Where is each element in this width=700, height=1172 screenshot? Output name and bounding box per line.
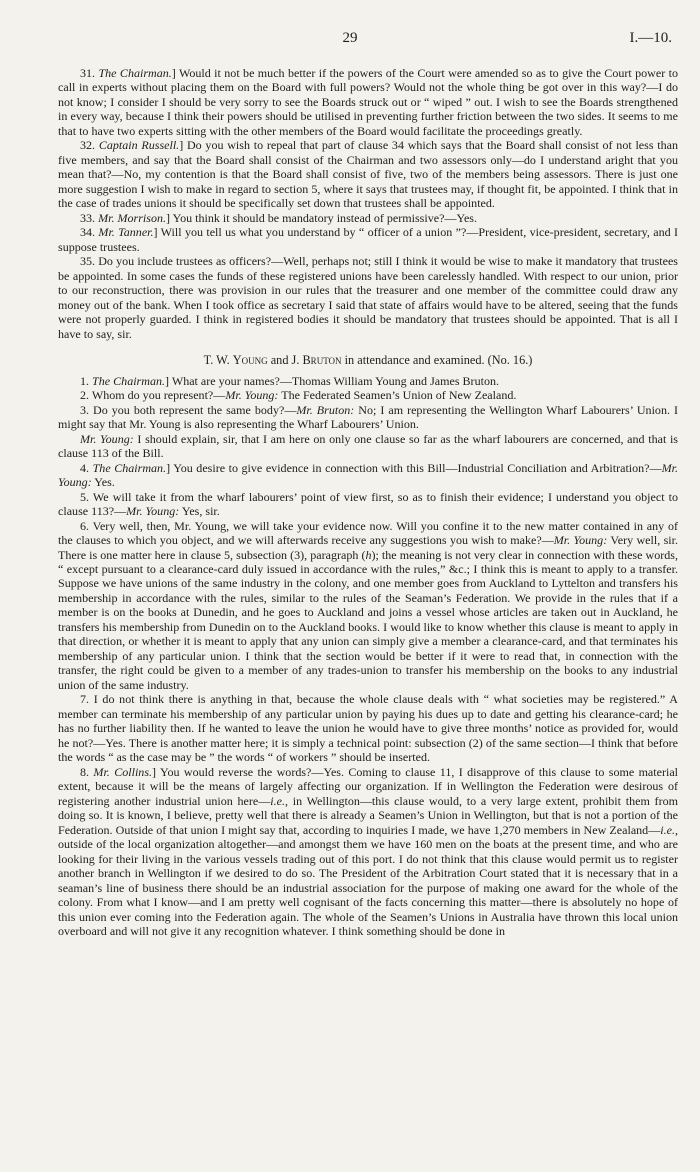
speaker-name: Mr. Collins. <box>93 764 153 779</box>
speaker-name: Mr. Young: <box>58 460 678 490</box>
paragraph-text: Yes. <box>91 475 115 490</box>
testimony-paragraph <box>58 519 678 693</box>
paragraph-text: ] Do you wish to repeal that part of clause 34 which says that the Board shall consist of not less than five members, and say that the Board shall consist of the Chairman and two assessors only—do I understand aright that you mean that?—No, my contention is that the Board shall consist of five, two of the members being assessors. There is just one more suggestion I wish to make in regard to section 5, where it says that trustees may, if thought fit, be appointed. I think that in the case of trades unions it should be specifically set down that trustees shall be appointed. <box>58 138 678 211</box>
paragraph-text: 1. <box>80 373 93 388</box>
testimony-section-previous-witness <box>58 66 678 341</box>
paragraph-text: The Federated Seamen’s Union of New Zealand. <box>278 388 517 403</box>
speaker-name: i.e. <box>660 822 675 837</box>
speaker-name: h <box>365 547 372 562</box>
paragraph-text: ] What are your names?—Thomas William Young and James Bruton. <box>165 373 499 388</box>
paragraph-text: 5. We will take it from the wharf labourers’ point of view first, so as to finish their evidence; I understand you object to clause 113?— <box>58 489 678 519</box>
paragraph-text: 7. I do not think there is anything in that, because the whole clause deals with “ what societies may be registered.” A member can terminate his membership of any particular union by paying his dues up to date and getting his clearance-card; he has no further liability then. If he wanted to leave the union he would have to give three months’ notice as provided for, would he not?—Yes. There is another matter here; it is simply a technical point: subsection (2) of the same section—I think that before the words “ as the case may be ” the words “ of workers ” should be inserted. <box>58 692 678 765</box>
paragraph-text: ] You would reverse the words?—Yes. Coming to clause 11, I disapprove of this clause to some material extent, because it will be the means of largely affecting our organization. If in Wellington the Federation were desirous of registering another industrial union here— <box>58 764 679 808</box>
document-body <box>58 66 678 939</box>
testimony-paragraph <box>58 138 678 210</box>
speaker-name: Mr. Young: <box>225 388 279 403</box>
speaker-name: Mr. Young: <box>80 431 134 446</box>
paragraph-text: , in Wellington—this clause would, to a very large extent, prohibit them from doing so. It is known, I believe, pretty well that there is already a Seamen’s Union in Wellington, but that is not a portion of the Federation. Outside of that union I might say that, according to inquiries I made, we have 1,270 members in New Zealand— <box>58 793 678 837</box>
testimony-paragraph <box>58 403 678 432</box>
paragraph-text: 8. <box>80 764 94 779</box>
speaker-name: i.e. <box>270 793 286 808</box>
paragraph-text: No; I am representing the Wellington Wharf Labourers’ Union. I might say that Mr. Young is also representing the Wharf Labourers’ Union. <box>58 402 679 432</box>
page-header <box>0 30 700 50</box>
testimony-paragraph <box>58 461 678 490</box>
paragraph-text: ] Would it not be much better if the powers of the Court were amended so as to give the Court power to call in experts without placing them on the Board with full powers? Would not the whole thing be got over in this way?—I do not know; I consider I should be very sorry to see the Boards struck out or “ wiped ” out. I wish to see the Boards strengthened in every way, because I think their powers should be utilised in preventing further friction between the two sides. It seems to me that to have two experts sitting with the other members of the Board would facilitate the proceedings greatly. <box>58 66 678 138</box>
witness-heading-text: T. W. <box>203 353 233 368</box>
witness-heading-text: and J. <box>267 353 303 368</box>
paragraph-text: ); the meaning is not very clear in connection with these words, “ except pursuant to a clearance-card duly issued in accordance with the rules,” &c.; I think this is meant to apply to a transfer. Suppose we have unions of the same industry in the colony, and one member goes from Auckland to Lyttelton and transfers his membership in accordance with the rules, similar to the rules of the Seaman’s Federation. We provide in the rules that if a member is on the books at Dunedin, and he goes to Auckland and joins a vessel whose articles are taken out in Auckland, he transfers his membership from Dunedin on to the Auckland books. I would like to know whether this clause is meant to apply in that direction, or whether it is meant to apply that any union can simply give a member a clearance-card, and that terminates his membership of any particular union. I think that the section would be better if it were to read that, in connection with the transfer, the right could be given to a member of any trades-union to transfer his membership on the books to any industrial union of the same industry. <box>58 547 678 692</box>
paragraph-text: 2. Whom do you represent?— <box>80 388 226 403</box>
paragraph-text: ] You think it should be mandatory instead of permissive?—Yes. <box>166 210 478 225</box>
witness-name-young: Young <box>232 353 268 368</box>
testimony-paragraph <box>58 388 678 402</box>
testimony-paragraph <box>58 211 678 225</box>
paragraph-text: Yes, sir. <box>179 504 220 519</box>
testimony-paragraph <box>58 225 678 254</box>
testimony-section-young-bruton <box>58 374 678 939</box>
speaker-name: Mr. Young: <box>126 504 180 519</box>
speaker-name: Mr. Morrison. <box>98 210 167 225</box>
session-reference: I.—10. <box>629 30 672 46</box>
paragraph-text: 34. <box>80 225 99 240</box>
speaker-name: The Chairman. <box>92 460 167 475</box>
testimony-paragraph <box>58 692 678 764</box>
testimony-paragraph <box>58 66 678 138</box>
speaker-name: Mr. Tanner. <box>98 225 154 240</box>
speaker-name: Mr. Bruton: <box>296 402 355 417</box>
paragraph-text: , outside of the local organization altogether—and amongst them we have 160 men on the boats at the present time, and who are looking for their living in the various vessels trading out of this port. I do not think that this clause would permit us to register another branch in Wellington if we desired to do so. The President of the Arbitration Court stated that it is necessary that in a seaman’s line of business there should be an industrial association for the purpose of making one award for the whole of the colony. From what I know—and I am pretty well cognisant of the facts concerning this matter—there is absolutely no hope of this union ever coming into the Federation again. The whole of the Seamen’s Unions in Australia have thrown this local union overboard and will not give it any recognition whatever. I think something should be done in <box>58 822 678 939</box>
witness-heading-text: in attendance and examined. (No. 16.) <box>341 353 533 368</box>
paragraph-text: 6. Very well, then, Mr. Young, we will take your evidence now. Will you confine it to the new matter contained in any of the clauses to which you object, and we will afterwards receive any suggestions you wish to make?— <box>58 518 678 548</box>
witness-name-bruton: Bruton <box>302 353 342 368</box>
speaker-name: The Chairman. <box>98 66 172 80</box>
speaker-name: Mr. Young: <box>553 533 608 548</box>
paragraph-text: 4. <box>80 460 93 475</box>
testimony-paragraph <box>58 765 678 939</box>
paragraph-text: 31. <box>80 66 99 80</box>
page-number: 29 <box>342 30 358 46</box>
testimony-paragraph <box>58 432 678 461</box>
speaker-name: Captain Russell. <box>98 138 180 153</box>
paragraph-text: 35. Do you include trustees as officers?—Well, perhaps not; still I think it would be wise to make it mandatory that trustees be appointed. In some cases the funds of these registered unions have been carelessly handled. With respect to our union, prior to our reconstruction, there was provision in our rules that the treasurer and one member of the committee could draw any money out of the bank. When I took office as secretary I said that state of affairs would have to be altered, seeing that the funds were not properly guarded. I think in registered bodies it should be mandatory that trustees should be appointed. That is all I have to say, sir. <box>58 254 678 341</box>
paragraph-text: 3. Do you both represent the same body?— <box>80 402 297 417</box>
paragraph-text: 33. <box>80 210 99 225</box>
paragraph-text: ] Will you tell us what you understand by “ officer of a union ”?—President, vice-president, secretary, and I suppose trustees. <box>58 225 678 254</box>
witness-heading <box>58 353 678 367</box>
testimony-paragraph <box>58 490 678 519</box>
testimony-paragraph <box>58 374 678 388</box>
paragraph-text: 32. <box>80 138 99 153</box>
speaker-name: The Chairman. <box>92 373 166 388</box>
paragraph-text: ] You desire to give evidence in connection with this Bill—Industrial Conciliation and Arbitration?— <box>166 460 662 475</box>
paragraph-text: I should explain, sir, that I am here on only one clause so far as the wharf labourers are concerned, and that is clause 113 of the Bill. <box>58 431 678 461</box>
testimony-paragraph <box>58 254 678 341</box>
paragraph-text: Very well, sir. There is one matter here in clause 5, subsection (3), paragraph ( <box>58 533 678 562</box>
